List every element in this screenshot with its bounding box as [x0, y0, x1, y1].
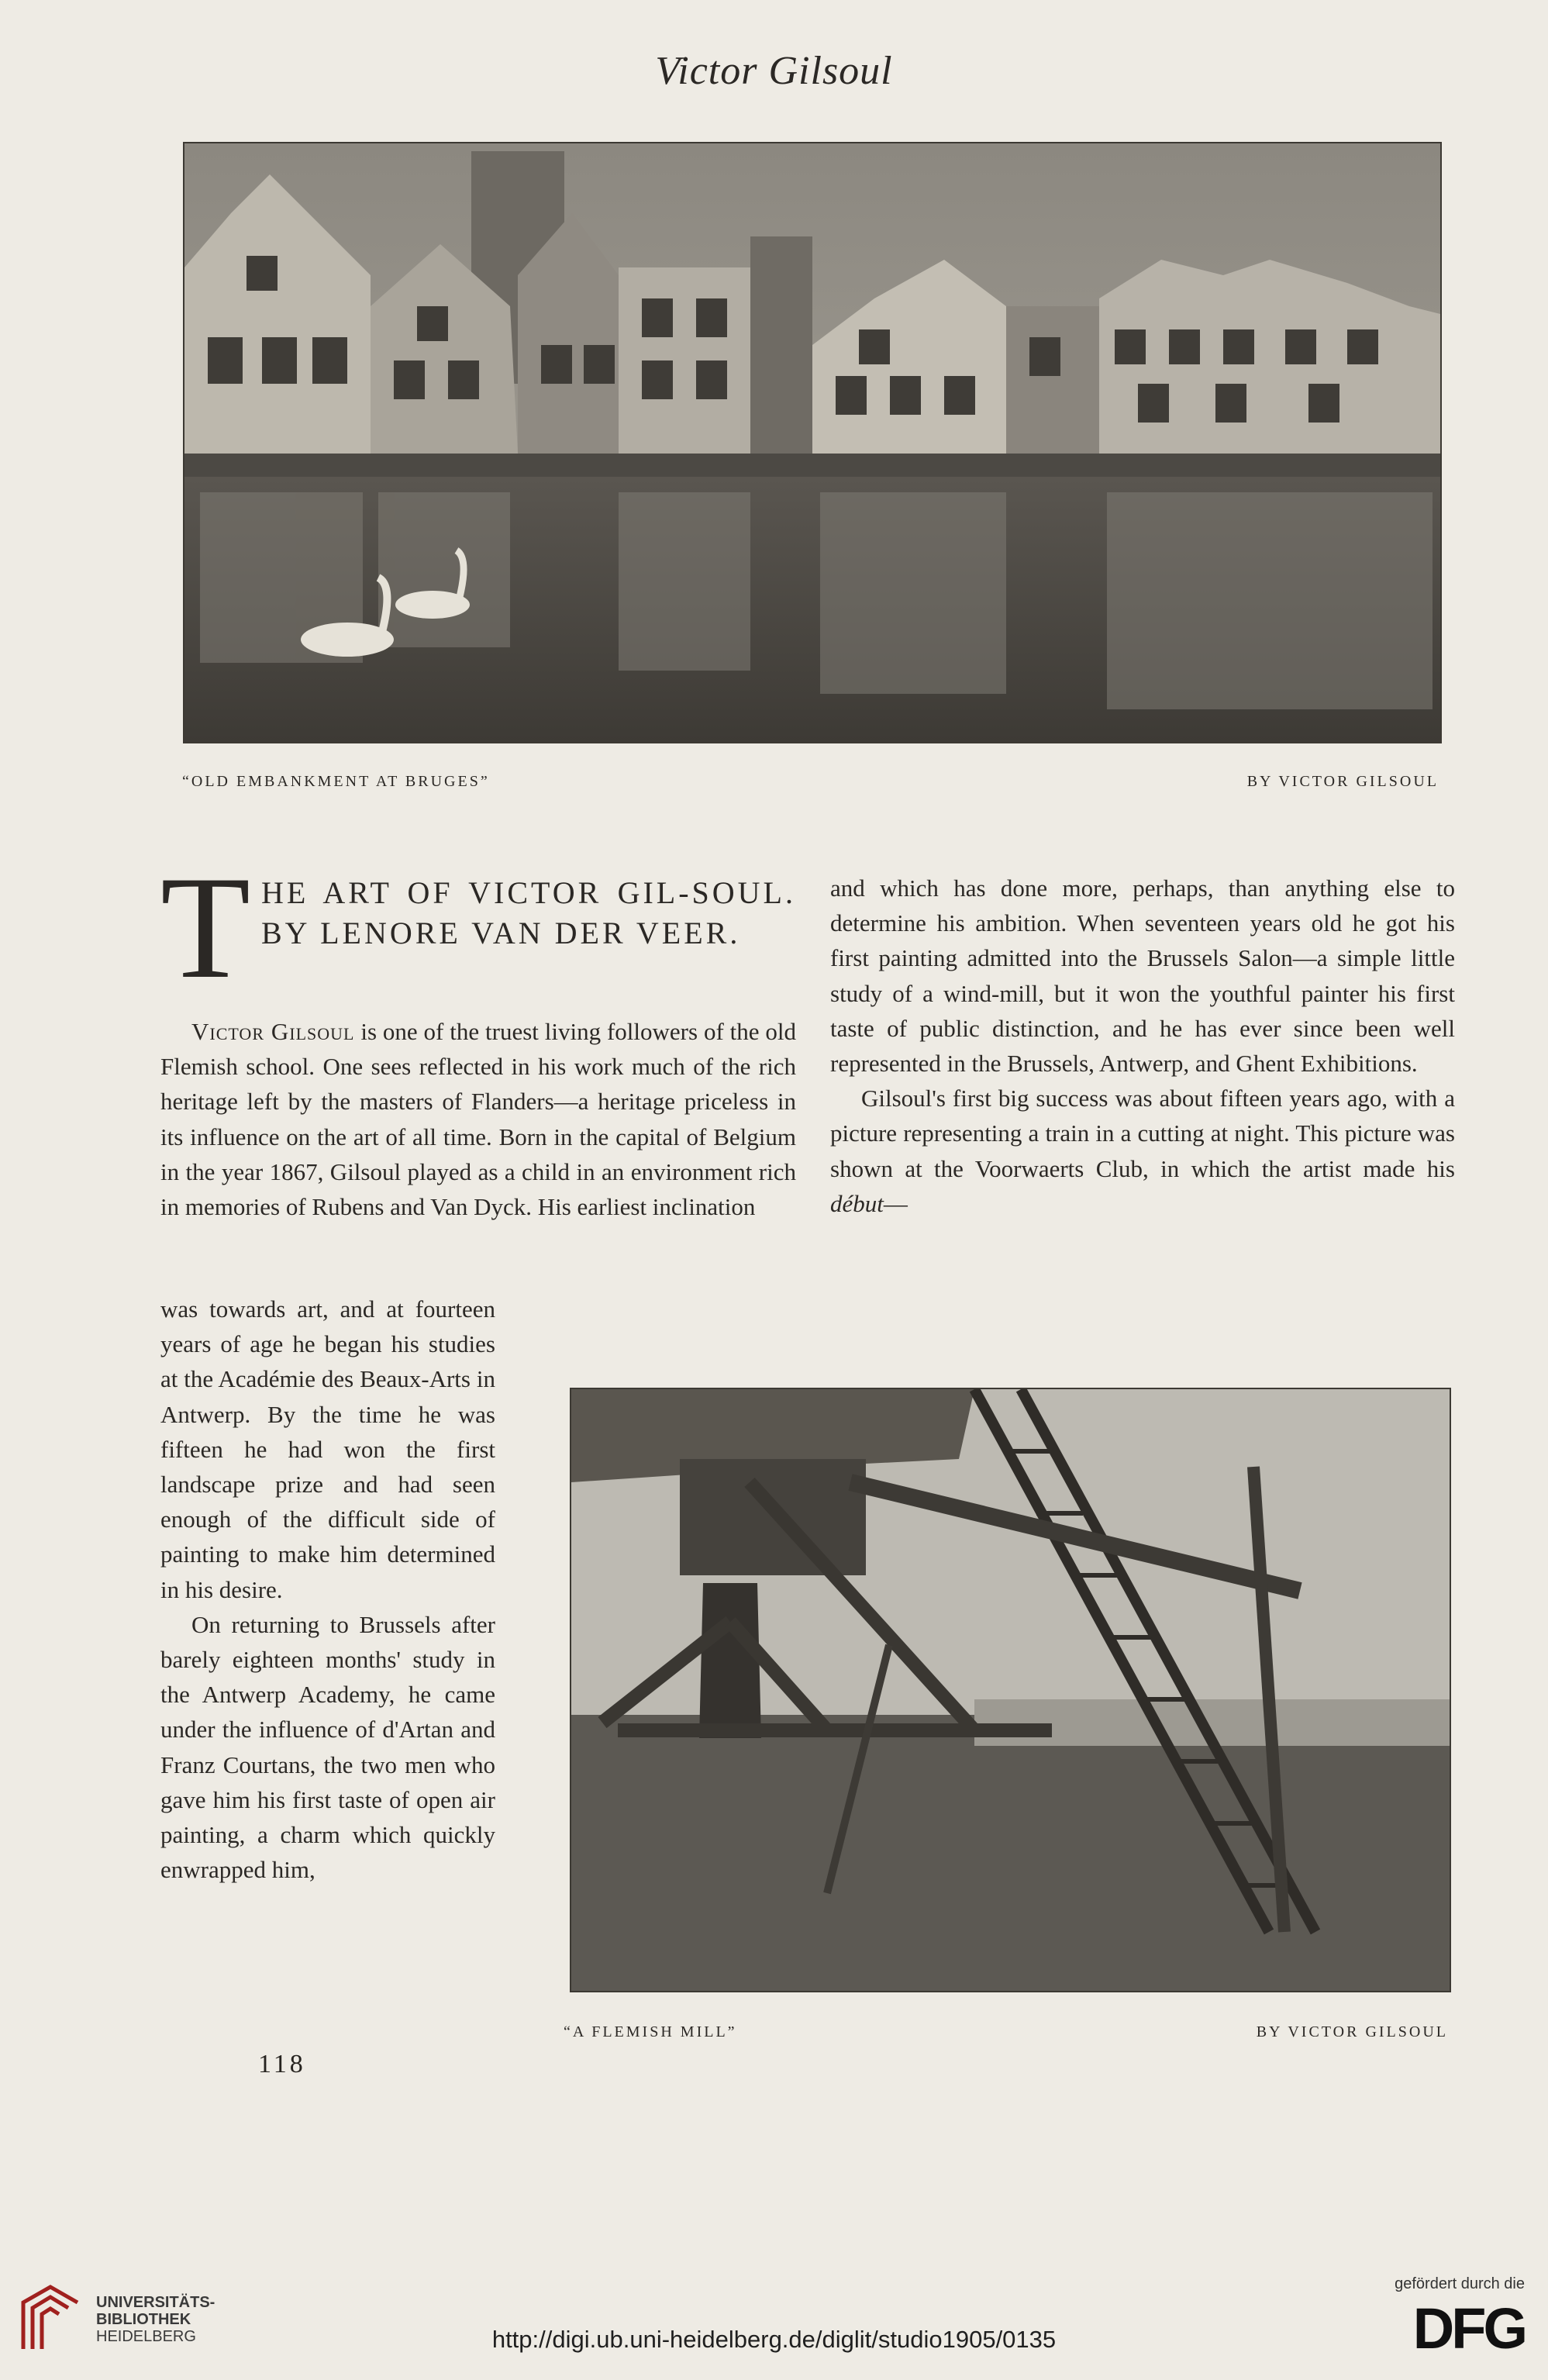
paragraph-intro-text: is one of the truest living followers of the old Flemish school. One sees reflected in his work much of the rich heritage left by the masters of Flanders—a heritage priceless in its influence on the art of all time. Born in the capital of Belgium in the year 1867, Gilsoul played as a child in an environment rich in memories of Rubens and Van Dyck. His earliest inclination: [160, 1018, 797, 1221]
library-line-1: UNIVERSITÄTS-: [96, 2294, 215, 2311]
paragraph-studies: was towards art, and at fourteen years of age he began his studies at the Académie des Beaux-Arts in Antwerp. By the time he was fifteen he had won the first landscape prize and had seen enough of the difficult side of painting to make him determined in his desire.: [160, 1295, 495, 1603]
paragraph-return-brussels: On returning to Brussels after barely eighteen months' study in the Antwerp Academy, he came under the influence of d'Artan and Franz Courtans, the two men who gave him his first taste of open air painting, a charm which quickly enwrapped him,: [160, 1610, 495, 1884]
library-line-2: BIBLIOTHEK: [96, 2311, 191, 2328]
paragraph-intro: [160, 1014, 796, 1224]
paragraph-first-success-text: Gilsoul's first big success was about fifteen years ago, with a picture representing a train in a cutting at night. This picture was shown at the Voorwaerts Club, in which the artist made his: [830, 1085, 1455, 1182]
debut-word: début: [830, 1189, 884, 1217]
paragraph-salon: and which has done more, perhaps, than anything else to determine his ambition. When seventeen years old he got his first painting admitted into the Brussels Salon—a simple little study of a wind-mill, but it won the youthful painter his first taste of public distinction, and he has ever since been well represented in the Brussels, Antwerp, and Ghent Exhibitions.: [830, 874, 1455, 1078]
right-column-body: [830, 871, 1455, 1221]
page-title: Victor Gilsoul: [655, 49, 893, 93]
plate2-caption-artist: BY VICTOR GILSOUL: [1256, 2023, 1448, 2040]
paragraph-first-success-dash: —: [883, 1189, 908, 1217]
plate1-caption-artist: BY VICTOR GILSOUL: [1246, 773, 1439, 790]
drop-cap: T: [160, 847, 251, 1009]
article-title: HE ART OF VICTOR GIL-SOUL. BY LENORE VAN DER VEER.: [261, 875, 796, 950]
library-line-3: HEIDELBERG: [96, 2328, 196, 2345]
paragraph-first-success: [830, 1081, 1455, 1221]
left-column-narrow: [160, 1292, 495, 1887]
painting-mill-image: [571, 1389, 1450, 1991]
left-column-body: [160, 1014, 796, 1224]
funder-logo[interactable]: [1354, 2275, 1525, 2361]
lead-small-caps: Victor Gilsoul: [191, 1018, 355, 1045]
painting-bruges-image: [184, 143, 1440, 742]
page-number: 118: [258, 2050, 306, 2078]
plate1-caption-title: “OLD EMBANKMENT AT BRUGES”: [182, 773, 490, 790]
dfg-logo-icon: DFG: [1412, 2296, 1525, 2361]
painting-a-flemish-mill: [570, 1388, 1451, 1992]
plate2-caption-title: “A FLEMISH MILL”: [564, 2023, 737, 2040]
painting-old-embankment-at-bruges: [183, 142, 1442, 743]
article-heading: [160, 847, 796, 1009]
source-url-link[interactable]: http://digi.ub.uni-heidelberg.de/diglit/studio1905/0135: [491, 2326, 1057, 2353]
funding-label: gefördert durch die: [1395, 2275, 1525, 2292]
